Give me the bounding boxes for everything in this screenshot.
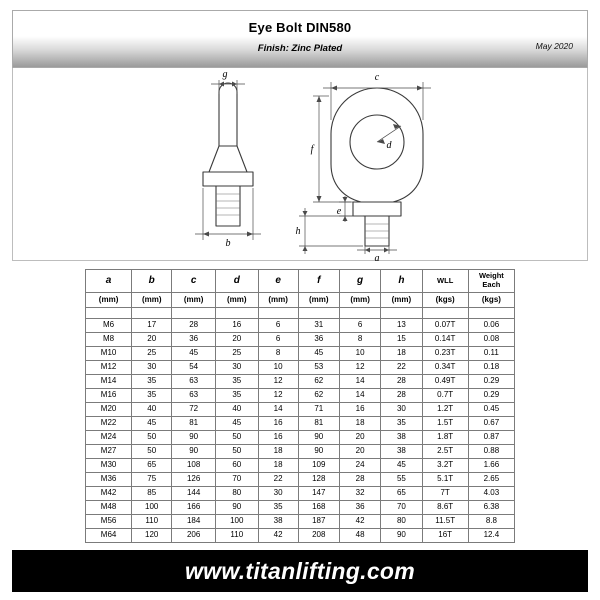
col-header-d: d: [216, 270, 259, 293]
cell-f: 71: [298, 403, 339, 417]
cell-f: 90: [298, 431, 339, 445]
cell-a: M20: [86, 403, 132, 417]
unit-wll: (kgs): [422, 293, 468, 308]
cell-a: M64: [86, 529, 132, 543]
cell-b: 120: [132, 529, 172, 543]
cell-h: 30: [381, 403, 422, 417]
cell-h: 38: [381, 445, 422, 459]
unit-a: (mm): [86, 293, 132, 308]
front-view-eye-outer: [331, 88, 423, 202]
cell-b: 35: [132, 389, 172, 403]
cell-wll: 1.2T: [422, 403, 468, 417]
cell-f: 45: [298, 347, 339, 361]
cell-d: 25: [216, 347, 259, 361]
cell-e: 6: [258, 333, 298, 347]
table-row: [86, 501, 515, 515]
cell-a: M42: [86, 487, 132, 501]
table-row: [86, 333, 515, 347]
cell-a: M16: [86, 389, 132, 403]
cell-weight: 4.03: [468, 487, 514, 501]
cell-g: 10: [339, 347, 380, 361]
cell-b: 25: [132, 347, 172, 361]
cell-c: 63: [172, 375, 216, 389]
cell-g: 6: [339, 319, 380, 333]
cell-weight: 1.66: [468, 459, 514, 473]
cell-e: 35: [258, 501, 298, 515]
cell-f: 90: [298, 445, 339, 459]
table-units-row: [86, 293, 515, 308]
cell-c: 72: [172, 403, 216, 417]
cell-weight: 8.8: [468, 515, 514, 529]
cell-weight: 12.4: [468, 529, 514, 543]
cell-h: 55: [381, 473, 422, 487]
cell-g: 48: [339, 529, 380, 543]
cell-e: 16: [258, 417, 298, 431]
cell-c: 90: [172, 445, 216, 459]
cell-b: 40: [132, 403, 172, 417]
side-view-taper: [209, 146, 247, 172]
col-header-weight-line1: Weight: [478, 271, 504, 281]
col-header-weight: [468, 270, 514, 293]
cell-g: 20: [339, 445, 380, 459]
cell-f: 187: [298, 515, 339, 529]
cell-d: 50: [216, 431, 259, 445]
cell-g: 28: [339, 473, 380, 487]
cell-weight: 0.29: [468, 389, 514, 403]
cell-b: 35: [132, 375, 172, 389]
cell-g: 36: [339, 501, 380, 515]
eye-bolt-drawing: [13, 68, 589, 264]
cell-f: 128: [298, 473, 339, 487]
table-row: [86, 431, 515, 445]
col-header-f: f: [298, 270, 339, 293]
cell-wll: 1.5T: [422, 417, 468, 431]
cell-b: 45: [132, 417, 172, 431]
cell-d: 35: [216, 375, 259, 389]
cell-c: 81: [172, 417, 216, 431]
cell-weight: 0.06: [468, 319, 514, 333]
cell-a: M12: [86, 361, 132, 375]
page-footer: [12, 550, 588, 592]
table-row: [86, 319, 515, 333]
cell-weight: 0.45: [468, 403, 514, 417]
cell-e: 16: [258, 431, 298, 445]
cell-f: 53: [298, 361, 339, 375]
table-row: [86, 375, 515, 389]
cell-e: 12: [258, 389, 298, 403]
table-row: [86, 515, 515, 529]
col-header-g: g: [339, 270, 380, 293]
cell-h: 18: [381, 347, 422, 361]
table-header-row: [86, 270, 515, 293]
cell-a: M48: [86, 501, 132, 515]
cell-g: 8: [339, 333, 380, 347]
cell-a: M24: [86, 431, 132, 445]
cell-d: 80: [216, 487, 259, 501]
spacer-cell: [216, 308, 259, 319]
cell-f: 109: [298, 459, 339, 473]
cell-h: 28: [381, 389, 422, 403]
spacer-cell: [381, 308, 422, 319]
cell-g: 16: [339, 403, 380, 417]
cell-h: 45: [381, 459, 422, 473]
cell-c: 108: [172, 459, 216, 473]
spec-table: [85, 269, 515, 543]
cell-e: 18: [258, 459, 298, 473]
cell-g: 12: [339, 361, 380, 375]
cell-e: 18: [258, 445, 298, 459]
col-header-wll: WLL: [422, 270, 468, 293]
cell-weight: 0.11: [468, 347, 514, 361]
cell-a: M22: [86, 417, 132, 431]
cell-c: 28: [172, 319, 216, 333]
cell-f: 62: [298, 375, 339, 389]
cell-h: 15: [381, 333, 422, 347]
cell-b: 75: [132, 473, 172, 487]
table-spacer-row: [86, 308, 515, 319]
table-row: [86, 417, 515, 431]
label-g: g: [222, 69, 228, 80]
table-body: [86, 308, 515, 543]
label-h: h: [295, 226, 301, 237]
cell-wll: 0.49T: [422, 375, 468, 389]
cell-d: 30: [216, 361, 259, 375]
cell-b: 100: [132, 501, 172, 515]
cell-d: 40: [216, 403, 259, 417]
unit-g: (mm): [339, 293, 380, 308]
cell-c: 54: [172, 361, 216, 375]
col-header-a: a: [86, 270, 132, 293]
cell-g: 18: [339, 417, 380, 431]
cell-d: 16: [216, 319, 259, 333]
cell-a: M8: [86, 333, 132, 347]
cell-h: 70: [381, 501, 422, 515]
cell-weight: 0.67: [468, 417, 514, 431]
cell-g: 42: [339, 515, 380, 529]
cell-b: 50: [132, 431, 172, 445]
spacer-cell: [298, 308, 339, 319]
cell-d: 45: [216, 417, 259, 431]
cell-d: 70: [216, 473, 259, 487]
cell-h: 22: [381, 361, 422, 375]
cell-d: 100: [216, 515, 259, 529]
spacer-cell: [468, 308, 514, 319]
cell-f: 208: [298, 529, 339, 543]
cell-a: M30: [86, 459, 132, 473]
label-f: f: [310, 144, 314, 155]
cell-wll: 0.34T: [422, 361, 468, 375]
cell-d: 90: [216, 501, 259, 515]
unit-c: (mm): [172, 293, 216, 308]
cell-h: 28: [381, 375, 422, 389]
cell-g: 32: [339, 487, 380, 501]
side-view-collar: [203, 172, 253, 186]
cell-e: 12: [258, 375, 298, 389]
cell-c: 36: [172, 333, 216, 347]
cell-e: 14: [258, 403, 298, 417]
cell-e: 10: [258, 361, 298, 375]
table-row: [86, 403, 515, 417]
cell-e: 6: [258, 319, 298, 333]
spacer-cell: [86, 308, 132, 319]
col-header-b: b: [132, 270, 172, 293]
table-row: [86, 347, 515, 361]
cell-e: 30: [258, 487, 298, 501]
cell-b: 20: [132, 333, 172, 347]
side-view-shank: [216, 186, 240, 226]
cell-c: 184: [172, 515, 216, 529]
cell-g: 14: [339, 375, 380, 389]
cell-d: 110: [216, 529, 259, 543]
col-header-weight-line2: Each: [482, 280, 501, 289]
unit-e: (mm): [258, 293, 298, 308]
cell-c: 126: [172, 473, 216, 487]
cell-h: 80: [381, 515, 422, 529]
cell-wll: 5.1T: [422, 473, 468, 487]
cell-f: 81: [298, 417, 339, 431]
cell-f: 36: [298, 333, 339, 347]
cell-d: 20: [216, 333, 259, 347]
label-a: a: [374, 253, 380, 264]
cell-h: 13: [381, 319, 422, 333]
cell-wll: 7T: [422, 487, 468, 501]
cell-c: 45: [172, 347, 216, 361]
cell-c: 166: [172, 501, 216, 515]
cell-d: 50: [216, 445, 259, 459]
cell-a: M27: [86, 445, 132, 459]
cell-e: 22: [258, 473, 298, 487]
front-view-collar: [353, 202, 401, 216]
cell-a: M10: [86, 347, 132, 361]
cell-weight: 2.65: [468, 473, 514, 487]
unit-d: (mm): [216, 293, 259, 308]
cell-h: 65: [381, 487, 422, 501]
cell-wll: 0.23T: [422, 347, 468, 361]
table-row: [86, 529, 515, 543]
cell-f: 168: [298, 501, 339, 515]
cell-e: 8: [258, 347, 298, 361]
cell-f: 31: [298, 319, 339, 333]
cell-g: 14: [339, 389, 380, 403]
cell-e: 38: [258, 515, 298, 529]
table-row: [86, 487, 515, 501]
unit-f: (mm): [298, 293, 339, 308]
document-date: May 2020: [535, 41, 573, 51]
col-header-c: c: [172, 270, 216, 293]
cell-b: 65: [132, 459, 172, 473]
unit-b: (mm): [132, 293, 172, 308]
side-view-eye: [219, 83, 237, 146]
cell-h: 35: [381, 417, 422, 431]
finish-subtitle: Finish: Zinc Plated: [257, 43, 343, 54]
cell-b: 110: [132, 515, 172, 529]
cell-weight: 0.88: [468, 445, 514, 459]
spacer-cell: [339, 308, 380, 319]
cell-c: 144: [172, 487, 216, 501]
cell-c: 206: [172, 529, 216, 543]
cell-wll: 1.8T: [422, 431, 468, 445]
table-row: [86, 459, 515, 473]
cell-a: M36: [86, 473, 132, 487]
cell-weight: 0.87: [468, 431, 514, 445]
cell-wll: 16T: [422, 529, 468, 543]
label-c: c: [374, 72, 380, 83]
spacer-cell: [258, 308, 298, 319]
cell-c: 90: [172, 431, 216, 445]
website-url[interactable]: www.titanlifting.com: [184, 557, 416, 584]
unit-h: (mm): [381, 293, 422, 308]
cell-weight: 0.29: [468, 375, 514, 389]
spacer-cell: [422, 308, 468, 319]
cell-g: 20: [339, 431, 380, 445]
cell-wll: 2.5T: [422, 445, 468, 459]
cell-c: 63: [172, 389, 216, 403]
cell-weight: 6.38: [468, 501, 514, 515]
cell-d: 35: [216, 389, 259, 403]
spacer-cell: [132, 308, 172, 319]
cell-e: 42: [258, 529, 298, 543]
cell-a: M56: [86, 515, 132, 529]
cell-d: 60: [216, 459, 259, 473]
col-header-e: e: [258, 270, 298, 293]
page-title: Eye Bolt DIN580: [248, 20, 352, 35]
cell-wll: 11.5T: [422, 515, 468, 529]
cell-g: 24: [339, 459, 380, 473]
cell-a: M14: [86, 375, 132, 389]
cell-f: 62: [298, 389, 339, 403]
label-e: e: [336, 206, 342, 217]
cell-b: 50: [132, 445, 172, 459]
col-header-h: h: [381, 270, 422, 293]
cell-b: 85: [132, 487, 172, 501]
table-row: [86, 473, 515, 487]
table-row: [86, 361, 515, 375]
cell-weight: 0.08: [468, 333, 514, 347]
cell-b: 17: [132, 319, 172, 333]
cell-b: 30: [132, 361, 172, 375]
label-d: d: [386, 140, 392, 151]
table-row: [86, 389, 515, 403]
spec-table-container: [12, 261, 588, 544]
page-header: [12, 10, 588, 68]
cell-wll: 8.6T: [422, 501, 468, 515]
cell-h: 38: [381, 431, 422, 445]
label-b: b: [225, 238, 231, 249]
cell-a: M6: [86, 319, 132, 333]
spacer-cell: [172, 308, 216, 319]
cell-f: 147: [298, 487, 339, 501]
cell-wll: 0.14T: [422, 333, 468, 347]
cell-wll: 0.07T: [422, 319, 468, 333]
table-row: [86, 445, 515, 459]
cell-wll: 0.7T: [422, 389, 468, 403]
cell-wll: 3.2T: [422, 459, 468, 473]
cell-weight: 0.18: [468, 361, 514, 375]
cell-h: 90: [381, 529, 422, 543]
technical-drawing-panel: [12, 68, 588, 264]
unit-weight: (kgs): [468, 293, 514, 308]
